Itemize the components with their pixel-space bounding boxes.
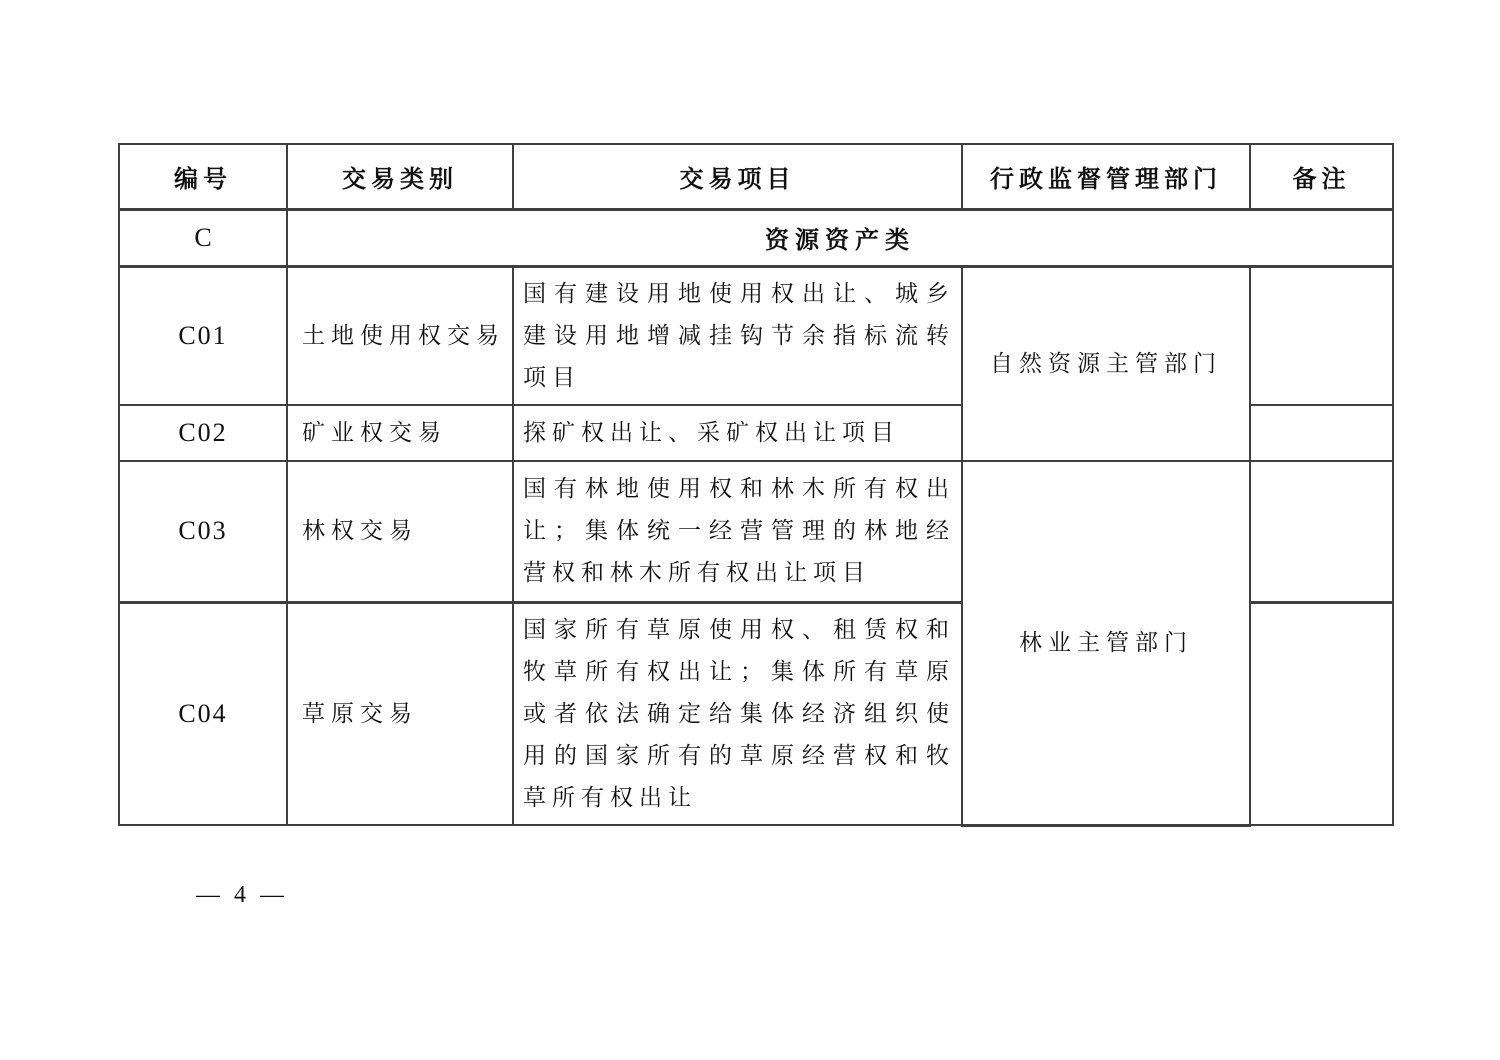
row-remark bbox=[1250, 266, 1393, 405]
row-items: 探矿权出让、采矿权出让项目 bbox=[513, 405, 962, 461]
trading-catalog-table bbox=[118, 143, 1394, 827]
page-number: — 4 — bbox=[196, 882, 288, 908]
col-header-items: 交易项目 bbox=[513, 144, 962, 209]
col-header-code: 编号 bbox=[119, 144, 287, 209]
row-category: 矿业权交易 bbox=[287, 405, 513, 461]
row-remark bbox=[1250, 603, 1393, 826]
table-row-c03 bbox=[119, 461, 1393, 603]
row-code: C02 bbox=[119, 405, 287, 461]
row-code: C03 bbox=[119, 461, 287, 603]
row-remark bbox=[1250, 461, 1393, 603]
row-code: C04 bbox=[119, 603, 287, 826]
col-header-remark: 备注 bbox=[1250, 144, 1393, 209]
table-row-c01 bbox=[119, 266, 1393, 405]
row-items: 国家所有草原使用权、租赁权和牧草所有权出让；集体所有草原或者依法确定给集体经济组织使用的国家所有的草原经营权和牧草所有权出让 bbox=[513, 603, 962, 826]
category-label: 资源资产类 bbox=[287, 209, 1393, 266]
col-header-category: 交易类别 bbox=[287, 144, 513, 209]
category-section-row bbox=[119, 209, 1393, 266]
table-header-row bbox=[119, 144, 1393, 209]
col-header-department: 行政监督管理部门 bbox=[962, 144, 1250, 209]
row-category: 草原交易 bbox=[287, 603, 513, 826]
row-items: 国有建设用地使用权出让、城乡建设用地增减挂钩节余指标流转项目 bbox=[513, 266, 962, 405]
row-category: 土地使用权交易 bbox=[287, 266, 513, 405]
row-department: 林业主管部门 bbox=[962, 461, 1250, 826]
row-category: 林权交易 bbox=[287, 461, 513, 603]
category-code: C bbox=[119, 209, 287, 266]
row-remark bbox=[1250, 405, 1393, 461]
row-department: 自然资源主管部门 bbox=[962, 266, 1250, 461]
row-code: C01 bbox=[119, 266, 287, 405]
row-items: 国有林地使用权和林木所有权出让；集体统一经营管理的林地经营权和林木所有权出让项目 bbox=[513, 461, 962, 603]
